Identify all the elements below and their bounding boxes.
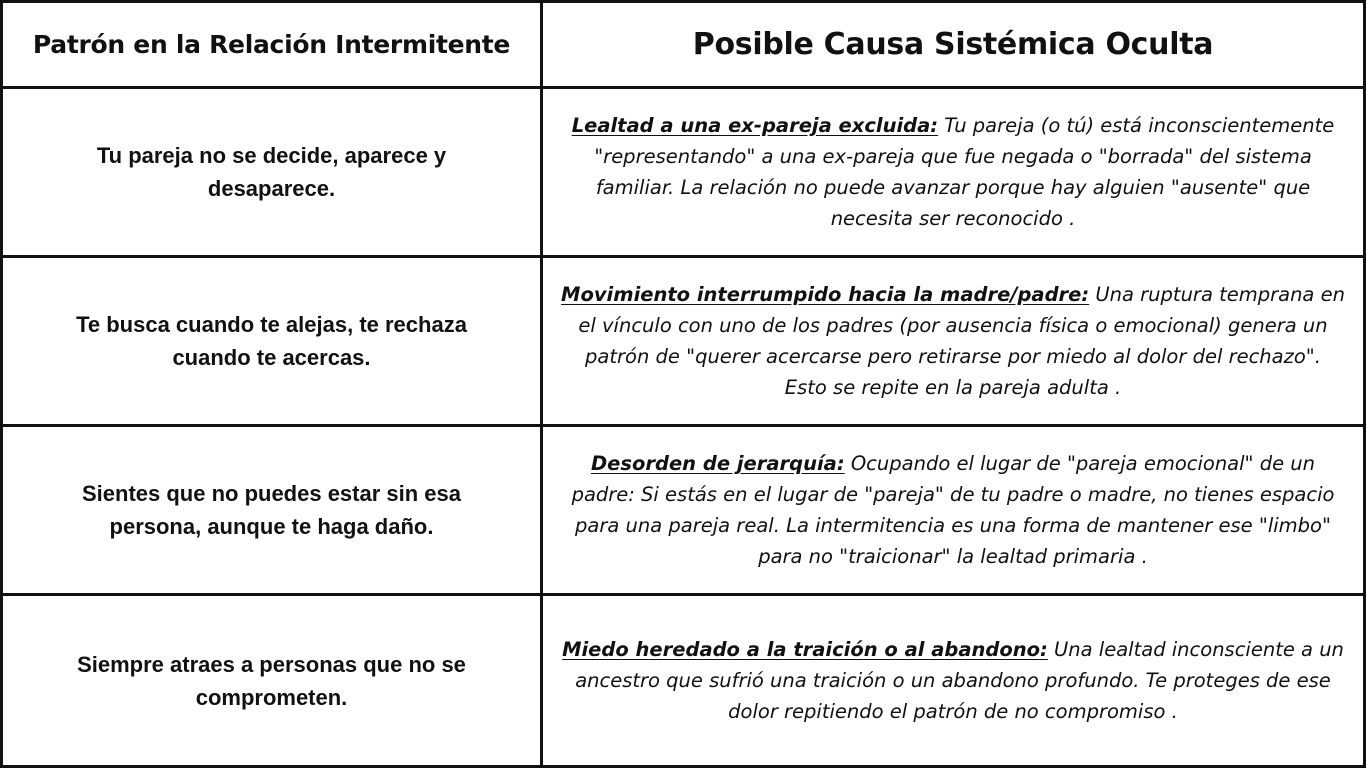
- table-row-2-pattern: [3, 258, 543, 427]
- table-row-3-pattern: [3, 427, 543, 596]
- table-row-2-cause: [543, 258, 1363, 427]
- table-row-3-cause: [543, 427, 1363, 596]
- pattern-heading: Patrón en la Relación Intermitente: [32, 30, 511, 59]
- cause-title: Lealtad a una ex-pareja excluida:: [571, 114, 939, 137]
- pattern-text: Sientes que no puedes estar sin esa persona, aunque te haga daño.: [81, 481, 462, 539]
- table-row-4-pattern: [3, 596, 543, 765]
- cause-title: Desorden de jerarquía:: [590, 452, 845, 475]
- cause-column-header: [543, 3, 1363, 89]
- table-row-1-pattern: [3, 89, 543, 258]
- pattern-text: Tu pareja no se decide, aparece y desaparece.: [96, 143, 447, 201]
- cause-text: Una ruptura temprana en el vínculo con uno de los padres (por ausencia física o emocional) genera un patrón de "querer acercarse pero retirarse por miedo al dolor del rechazo". Esto se repite en la pareja adulta .: [578, 283, 1345, 399]
- cause-heading: Posible Causa Sistémica Oculta: [692, 27, 1214, 62]
- pattern-text: Siempre atraes a personas que no se comprometen.: [77, 651, 466, 710]
- cause-text: Tu pareja (o tú) está inconscientemente "representando" a una ex-pareja que fue negada o "borrada" del sistema familiar. La relación no puede avanzar porque hay alguien "ausente" que necesita ser reconocido .: [594, 114, 1335, 230]
- table-row-4-cause: [543, 596, 1363, 765]
- cause-title: Miedo heredado a la traición o al abandono:: [562, 638, 1048, 661]
- cause-text: Ocupando el lugar de "pareja emocional" de un padre: Si estás en el lugar de "pareja" de tu padre o madre, no tienes espacio para una pareja real. La intermitencia es una forma de mantener ese "limbo" para no "traicionar" la lealtad primaria .: [571, 452, 1335, 568]
- cause-text: Una lealtad inconsciente a un ancestro que sufrió una traición o un abandono profundo. Te proteges de ese dolor repitiendo el patrón de no compromiso .: [575, 638, 1344, 723]
- table-row-1-cause: [543, 89, 1363, 258]
- pattern-column-header: [3, 3, 543, 89]
- pattern-text: Te busca cuando te alejas, te rechaza cuando te acercas.: [76, 312, 467, 370]
- cause-title: Movimiento interrumpido hacia la madre/padre:: [561, 283, 1090, 306]
